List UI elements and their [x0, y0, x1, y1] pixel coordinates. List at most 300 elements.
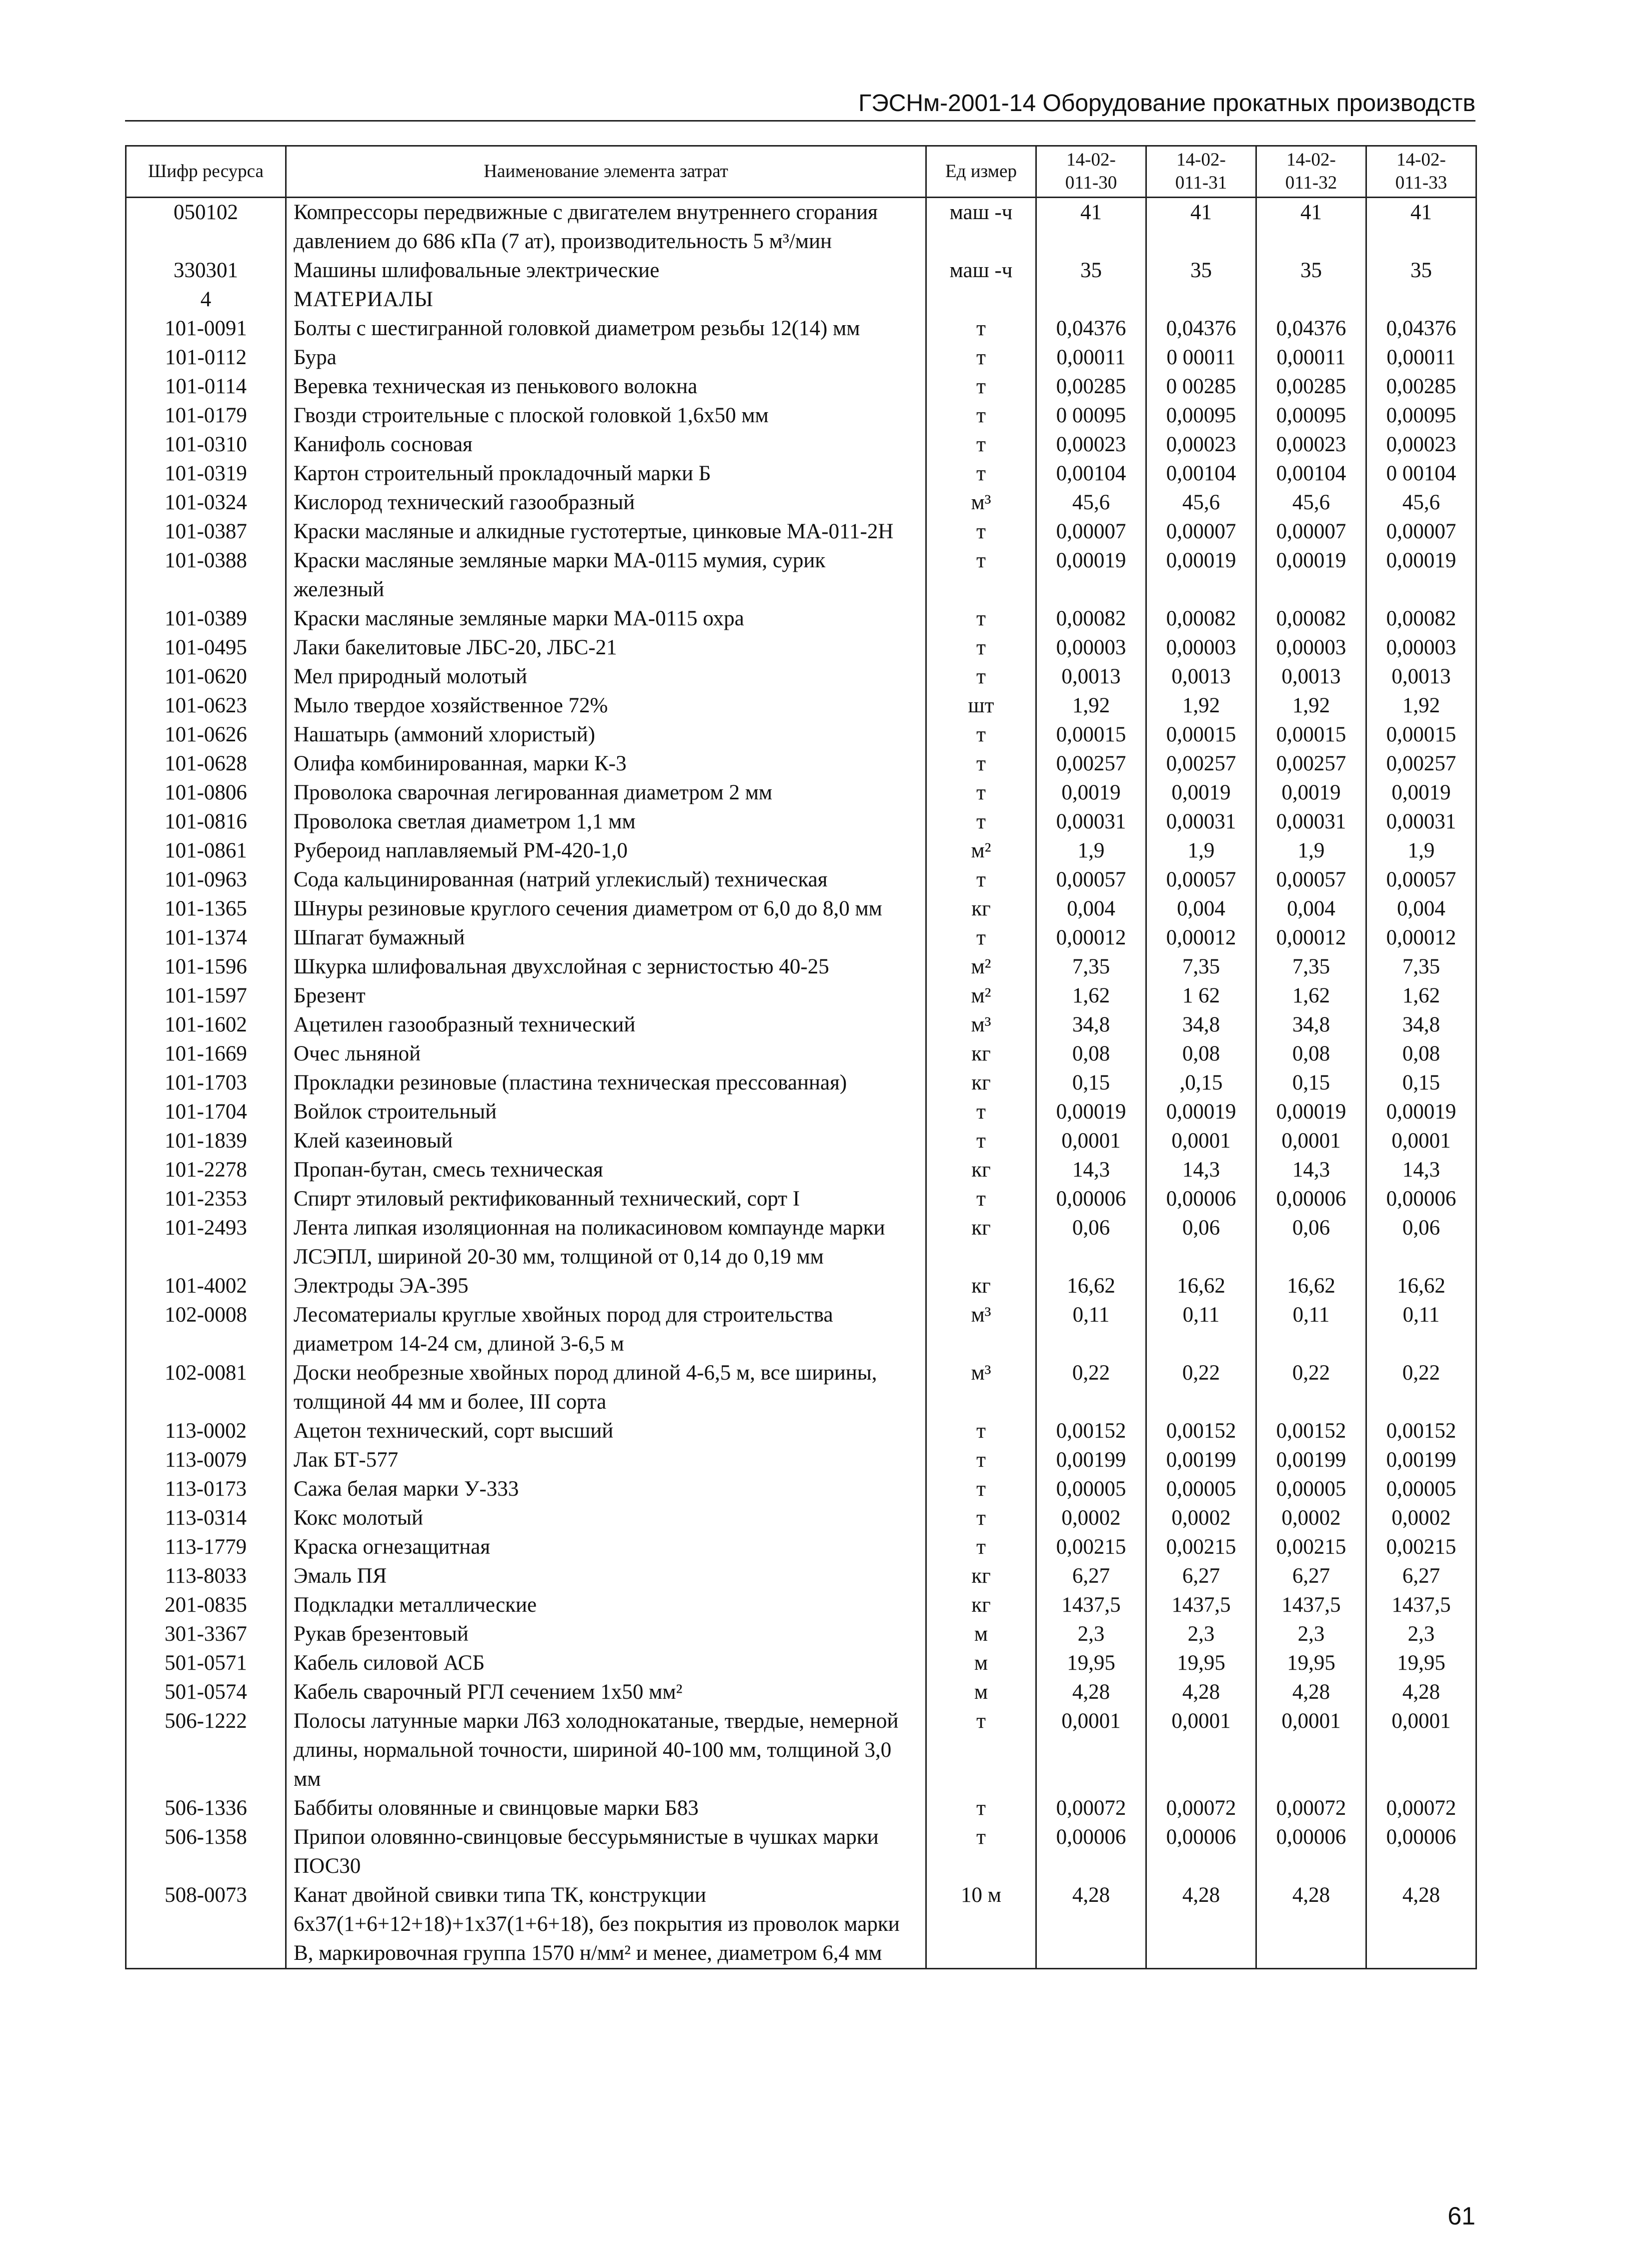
resource-unit: м³	[926, 1301, 1036, 1359]
resource-name: Подкладки металлические	[286, 1591, 926, 1620]
norm-value-col-3: 0,11	[1256, 1301, 1366, 1359]
table-row	[126, 1446, 1476, 1475]
resource-code: 101-4002	[126, 1272, 286, 1301]
resource-unit: т	[926, 343, 1036, 372]
resource-unit: т	[926, 662, 1036, 691]
resource-code: 101-1602	[126, 1010, 286, 1039]
resource-code: 101-0495	[126, 633, 286, 662]
norm-value-col-3: 0,00019	[1256, 1097, 1366, 1126]
resource-code: 113-1779	[126, 1533, 286, 1562]
resource-code: 506-1358	[126, 1823, 286, 1881]
norm-value-col-4: 0,0001	[1366, 1707, 1476, 1794]
norm-value-col-3: 0,06	[1256, 1214, 1366, 1272]
norm-value-col-1: 34,8	[1036, 1010, 1146, 1039]
resource-name: Рукав брезентовый	[286, 1620, 926, 1649]
resource-name: Шкурка шлифовальная двухслойная с зернистостью 40-25	[286, 952, 926, 981]
table-row	[126, 662, 1476, 691]
norm-value-col-3: 0,00006	[1256, 1823, 1366, 1881]
resource-name: Проволока сварочная легированная диаметром 2 мм	[286, 778, 926, 807]
resource-name: Очес льняной	[286, 1039, 926, 1068]
norm-value-col-4: 34,8	[1366, 1010, 1476, 1039]
table-row	[126, 1475, 1476, 1504]
norm-value-col-4: 0,00006	[1366, 1185, 1476, 1214]
table-row	[126, 923, 1476, 952]
resource-name: Канифоль сосновая	[286, 430, 926, 459]
table-row	[126, 604, 1476, 633]
resource-name: Рубероид наплавляемый РМ-420-1,0	[286, 836, 926, 865]
resource-name: Проволока светлая диаметром 1,1 мм	[286, 807, 926, 836]
resource-code: 506-1222	[126, 1707, 286, 1794]
table-row	[126, 314, 1476, 343]
resource-code: 101-1597	[126, 981, 286, 1010]
norm-value-col-2: 0 00011	[1146, 343, 1256, 372]
section-row	[126, 285, 1476, 314]
table-row	[126, 488, 1476, 517]
table-row	[126, 1126, 1476, 1156]
resource-code: 101-0091	[126, 314, 286, 343]
norm-value-col-4: 16,62	[1366, 1272, 1476, 1301]
table-row	[126, 372, 1476, 401]
norm-value-col-2: 1,92	[1146, 691, 1256, 720]
norm-value-col-4: 1,9	[1366, 836, 1476, 865]
norm-value-col-4: 41	[1366, 198, 1476, 257]
norm-value-col-3: 0,0019	[1256, 778, 1366, 807]
norm-value-col-1: 41	[1036, 198, 1146, 257]
header-code: Шифр ресурса	[126, 146, 286, 198]
resource-unit: т	[926, 1185, 1036, 1214]
table-row	[126, 1185, 1476, 1214]
norm-value-col-4: 0,00285	[1366, 372, 1476, 401]
resource-unit: т	[926, 778, 1036, 807]
resource-code: 330301	[126, 256, 286, 285]
norm-value-col-3: 0,00257	[1256, 749, 1366, 778]
norm-value-col-4: 0,00257	[1366, 749, 1476, 778]
norm-value-col-3: 14,3	[1256, 1156, 1366, 1185]
norm-value-col-3	[1256, 285, 1366, 314]
resource-code: 508-0073	[126, 1881, 286, 1969]
norm-value-col-4: 0,00057	[1366, 865, 1476, 894]
norm-value-col-4: 0,00095	[1366, 401, 1476, 430]
resource-unit: т	[926, 720, 1036, 749]
resource-name: Мел природный молотый	[286, 662, 926, 691]
norm-value-col-1: 0,00007	[1036, 517, 1146, 546]
norm-value-col-2: 14,3	[1146, 1156, 1256, 1185]
resource-unit: т	[926, 807, 1036, 836]
resource-unit: шт	[926, 691, 1036, 720]
norm-value-col-2: 0,004	[1146, 894, 1256, 923]
norm-value-col-2: 0,00006	[1146, 1823, 1256, 1881]
resource-unit: м	[926, 1620, 1036, 1649]
norm-value-col-4: 14,3	[1366, 1156, 1476, 1185]
resource-name: Лесоматериалы круглые хвойных пород для строительства диаметром 14-24 см, длиной 3-6,5 м	[286, 1301, 926, 1359]
norm-value-col-1: 16,62	[1036, 1272, 1146, 1301]
resource-code: 101-1365	[126, 894, 286, 923]
resource-code: 301-3367	[126, 1620, 286, 1649]
norm-value-col-1: 4,28	[1036, 1881, 1146, 1969]
norm-value-col-4: 0,00012	[1366, 923, 1476, 952]
header-col-1: 14-02- 011-30	[1036, 146, 1146, 198]
table-row	[126, 198, 1476, 257]
norm-value-col-3: 0,00031	[1256, 807, 1366, 836]
resource-name: Ацетилен газообразный технический	[286, 1010, 926, 1039]
norm-value-col-3: 0,00023	[1256, 430, 1366, 459]
table-row	[126, 1010, 1476, 1039]
resource-name: МАТЕРИАЛЫ	[286, 285, 926, 314]
table-row	[126, 1620, 1476, 1649]
resource-unit: м	[926, 1678, 1036, 1707]
norm-value-col-2: 0,04376	[1146, 314, 1256, 343]
resource-code: 101-0623	[126, 691, 286, 720]
norm-value-col-2: 0,00095	[1146, 401, 1256, 430]
norm-value-col-3: 41	[1256, 198, 1366, 257]
resource-name: Лента липкая изоляционная на поликасиновом компаунде марки ЛСЭПЛ, шириной 20-30 мм, толщиной от 0,14 до 0,19 мм	[286, 1214, 926, 1272]
table-row	[126, 1649, 1476, 1678]
norm-value-col-3: 0,00012	[1256, 923, 1366, 952]
norm-value-col-3: 0,00152	[1256, 1417, 1366, 1446]
norm-value-col-2: 0,00072	[1146, 1794, 1256, 1823]
table-row	[126, 1707, 1476, 1794]
norm-value-col-1: 14,3	[1036, 1156, 1146, 1185]
norm-value-col-3: 0,22	[1256, 1359, 1366, 1417]
table-row	[126, 546, 1476, 604]
resource-code: 113-0314	[126, 1504, 286, 1533]
resource-name: Компрессоры передвижные с двигателем внутреннего сгорания давлением до 686 кПа (7 ат), производительность 5 м³/мин	[286, 198, 926, 257]
table-row	[126, 459, 1476, 488]
norm-value-col-4: 0,0013	[1366, 662, 1476, 691]
resource-unit: т	[926, 749, 1036, 778]
norm-value-col-1: 0,00019	[1036, 1097, 1146, 1126]
resource-code: 101-2353	[126, 1185, 286, 1214]
resource-name: Припои оловянно-свинцовые бессурьмянистые в чушках марки ПОС30	[286, 1823, 926, 1881]
norm-value-col-3: 0,00082	[1256, 604, 1366, 633]
norm-value-col-1: 0,11	[1036, 1301, 1146, 1359]
norm-value-col-2: 41	[1146, 198, 1256, 257]
resource-code: 101-0620	[126, 662, 286, 691]
norm-value-col-1: 0,00285	[1036, 372, 1146, 401]
norm-value-col-4	[1366, 285, 1476, 314]
norm-value-col-1: 0,00082	[1036, 604, 1146, 633]
resource-name: Баббиты оловянные и свинцовые марки Б83	[286, 1794, 926, 1823]
resource-name: Гвозди строительные с плоской головкой 1,6х50 мм	[286, 401, 926, 430]
resource-unit: т	[926, 923, 1036, 952]
norm-value-col-3: 0,00005	[1256, 1475, 1366, 1504]
table-row	[126, 981, 1476, 1010]
norm-value-col-3: 0,08	[1256, 1039, 1366, 1068]
norm-value-col-2: 0,11	[1146, 1301, 1256, 1359]
table-row	[126, 865, 1476, 894]
resource-code: 102-0081	[126, 1359, 286, 1417]
table-row	[126, 807, 1476, 836]
table-row	[126, 778, 1476, 807]
norm-value-col-4: 0,00015	[1366, 720, 1476, 749]
norm-value-col-3: 0,00015	[1256, 720, 1366, 749]
resource-unit: кг	[926, 1039, 1036, 1068]
norm-value-col-2: 0,00057	[1146, 865, 1256, 894]
norm-value-col-4: 0 00104	[1366, 459, 1476, 488]
resource-unit: м³	[926, 488, 1036, 517]
norm-value-col-3: 0,00104	[1256, 459, 1366, 488]
resource-name: Сажа белая марки У-333	[286, 1475, 926, 1504]
resource-name: Электроды ЭА-395	[286, 1272, 926, 1301]
norm-value-col-4: 1,62	[1366, 981, 1476, 1010]
norm-value-col-3: 35	[1256, 256, 1366, 285]
resource-unit: кг	[926, 894, 1036, 923]
norm-value-col-2: 0,00215	[1146, 1533, 1256, 1562]
resource-name: Машины шлифовальные электрические	[286, 256, 926, 285]
norm-value-col-1: 0,00015	[1036, 720, 1146, 749]
norm-value-col-2: 0,22	[1146, 1359, 1256, 1417]
resource-name: Сода кальцинированная (натрий углекислый) техническая	[286, 865, 926, 894]
norm-value-col-4: 0,22	[1366, 1359, 1476, 1417]
table-row	[126, 401, 1476, 430]
resource-code: 113-0002	[126, 1417, 286, 1446]
resource-unit: т	[926, 865, 1036, 894]
norm-value-col-4: 0,0019	[1366, 778, 1476, 807]
table-row	[126, 1301, 1476, 1359]
norm-value-col-3: 1,92	[1256, 691, 1366, 720]
resource-name: Мыло твердое хозяйственное 72%	[286, 691, 926, 720]
norm-value-col-1: 0,15	[1036, 1068, 1146, 1097]
norm-value-col-2: 0,00019	[1146, 1097, 1256, 1126]
table-row	[126, 1417, 1476, 1446]
resource-code: 101-1596	[126, 952, 286, 981]
norm-value-col-4: 0,08	[1366, 1039, 1476, 1068]
resource-code: 113-0079	[126, 1446, 286, 1475]
norm-value-col-3: 1,62	[1256, 981, 1366, 1010]
norm-value-col-2: 0,00012	[1146, 923, 1256, 952]
resource-unit: т	[926, 1533, 1036, 1562]
table-row	[126, 836, 1476, 865]
norm-value-col-2: 0,00104	[1146, 459, 1256, 488]
norm-value-col-1: 0,00057	[1036, 865, 1146, 894]
norm-value-col-4: 45,6	[1366, 488, 1476, 517]
norm-value-col-1: 19,95	[1036, 1649, 1146, 1678]
header-col-4: 14-02- 011-33	[1366, 146, 1476, 198]
norm-value-col-2: 34,8	[1146, 1010, 1256, 1039]
norm-value-col-4: 0,00005	[1366, 1475, 1476, 1504]
resource-unit: кг	[926, 1156, 1036, 1185]
resource-name: Доски необрезные хвойных пород длиной 4-6,5 м, все ширины, толщиной 44 мм и более, III сорта	[286, 1359, 926, 1417]
resource-code: 101-1374	[126, 923, 286, 952]
resource-unit: кг	[926, 1591, 1036, 1620]
norm-value-col-1: 0,00011	[1036, 343, 1146, 372]
resource-name: Лак БТ-577	[286, 1446, 926, 1475]
resource-unit: т	[926, 430, 1036, 459]
norm-value-col-4: 0,00199	[1366, 1446, 1476, 1475]
table-row	[126, 1881, 1476, 1969]
norm-value-col-3: 0,00019	[1256, 546, 1366, 604]
norm-value-col-4: 0,00082	[1366, 604, 1476, 633]
resource-name: Болты с шестигранной головкой диаметром резьбы 12(14) мм	[286, 314, 926, 343]
table-row	[126, 1097, 1476, 1126]
norm-value-col-3: 0,00215	[1256, 1533, 1366, 1562]
norm-value-col-4: 2,3	[1366, 1620, 1476, 1649]
resource-code: 101-1703	[126, 1068, 286, 1097]
norm-value-col-3: 6,27	[1256, 1562, 1366, 1591]
norm-value-col-2: 0,00003	[1146, 633, 1256, 662]
norm-value-col-1: 7,35	[1036, 952, 1146, 981]
norm-value-col-1: 0,00199	[1036, 1446, 1146, 1475]
resource-name: Пропан-бутан, смесь техническая	[286, 1156, 926, 1185]
resource-unit: м	[926, 1649, 1036, 1678]
norm-value-col-4: 0,0002	[1366, 1504, 1476, 1533]
norm-value-col-3: 7,35	[1256, 952, 1366, 981]
norm-value-col-1: 0,00006	[1036, 1823, 1146, 1881]
norm-value-col-3: 0,00006	[1256, 1185, 1366, 1214]
resource-name: Веревка техническая из пенькового волокна	[286, 372, 926, 401]
resource-name: Кокс молотый	[286, 1504, 926, 1533]
resource-code: 101-0179	[126, 401, 286, 430]
resource-unit: т	[926, 1707, 1036, 1794]
norm-value-col-3: 0,004	[1256, 894, 1366, 923]
norm-value-col-4: 7,35	[1366, 952, 1476, 981]
norm-value-col-4: 0,00019	[1366, 546, 1476, 604]
resource-unit: т	[926, 1504, 1036, 1533]
norm-value-col-1: 6,27	[1036, 1562, 1146, 1591]
norm-value-col-1: 0,08	[1036, 1039, 1146, 1068]
resource-code: 101-0628	[126, 749, 286, 778]
norm-value-col-3: 0,0002	[1256, 1504, 1366, 1533]
norm-value-col-2: 45,6	[1146, 488, 1256, 517]
norm-value-col-3: 2,3	[1256, 1620, 1366, 1649]
norm-value-col-4: 0,00023	[1366, 430, 1476, 459]
norm-value-col-2: 0,00005	[1146, 1475, 1256, 1504]
norm-value-col-3: 1,9	[1256, 836, 1366, 865]
resource-unit: т	[926, 1823, 1036, 1881]
norm-value-col-2: 1 62	[1146, 981, 1256, 1010]
norm-value-col-1: 0,22	[1036, 1359, 1146, 1417]
norm-value-col-1: 0,0001	[1036, 1707, 1146, 1794]
table-row	[126, 1068, 1476, 1097]
resource-code: 101-0389	[126, 604, 286, 633]
resource-code: 101-0324	[126, 488, 286, 517]
table-row	[126, 517, 1476, 546]
resource-code: 101-0387	[126, 517, 286, 546]
norm-value-col-1: 0,00005	[1036, 1475, 1146, 1504]
norm-value-col-3: 0,00057	[1256, 865, 1366, 894]
resource-unit: кг	[926, 1562, 1036, 1591]
resource-unit: кг	[926, 1272, 1036, 1301]
norm-value-col-4: 0,00006	[1366, 1823, 1476, 1881]
table-row	[126, 1504, 1476, 1533]
norm-value-col-3: 0,0001	[1256, 1707, 1366, 1794]
resource-code: 101-2278	[126, 1156, 286, 1185]
norm-value-col-1: 0,00019	[1036, 546, 1146, 604]
resource-code: 201-0835	[126, 1591, 286, 1620]
resource-code: 101-0112	[126, 343, 286, 372]
norm-value-col-3: 34,8	[1256, 1010, 1366, 1039]
running-head: ГЭСНм-2001-14 Оборудование прокатных производств	[858, 90, 1475, 117]
norm-value-col-4: 0,0001	[1366, 1126, 1476, 1156]
resource-name: Краски масляные земляные марки МА-0115 мумия, сурик железный	[286, 546, 926, 604]
resource-code: 506-1336	[126, 1794, 286, 1823]
resource-unit: т	[926, 1097, 1036, 1126]
header-name: Наименование элемента затрат	[286, 146, 926, 198]
resource-unit: м²	[926, 952, 1036, 981]
resource-name: Полосы латунные марки Л63 холоднокатаные, твердые, немерной длины, нормальной точности, шириной 40-100 мм, толщиной 3,0 мм	[286, 1707, 926, 1794]
resource-unit: т	[926, 1475, 1036, 1504]
table-header-row	[126, 146, 1476, 198]
table-row	[126, 1156, 1476, 1185]
norm-value-col-2: 35	[1146, 256, 1256, 285]
norm-value-col-3: 0,00095	[1256, 401, 1366, 430]
norm-value-col-3: 0,0013	[1256, 662, 1366, 691]
norm-value-col-2: 0,00006	[1146, 1185, 1256, 1214]
norm-value-col-3: 0,00285	[1256, 372, 1366, 401]
table-body	[126, 198, 1476, 1969]
norm-value-col-2: 1437,5	[1146, 1591, 1256, 1620]
norm-value-col-4: 19,95	[1366, 1649, 1476, 1678]
norm-value-col-3: 0,04376	[1256, 314, 1366, 343]
norm-value-col-4: 0,15	[1366, 1068, 1476, 1097]
norm-value-col-2: 0,00031	[1146, 807, 1256, 836]
norm-value-col-4: 0,00072	[1366, 1794, 1476, 1823]
resource-name: Краски масляные и алкидные густотертые, цинковые МА-011-2Н	[286, 517, 926, 546]
norm-value-col-3: 1437,5	[1256, 1591, 1366, 1620]
resource-unit: м²	[926, 981, 1036, 1010]
resource-unit: т	[926, 517, 1036, 546]
header-col-2: 14-02- 011-31	[1146, 146, 1256, 198]
norm-value-col-1: 0,06	[1036, 1214, 1146, 1272]
norm-value-col-1: 0,00012	[1036, 923, 1146, 952]
norm-value-col-4: 0,00003	[1366, 633, 1476, 662]
resource-name: Бура	[286, 343, 926, 372]
norm-value-col-3: 0,00199	[1256, 1446, 1366, 1475]
norm-value-col-2: 7,35	[1146, 952, 1256, 981]
resource-name: Ацетон технический, сорт высший	[286, 1417, 926, 1446]
norm-value-col-1: 0 00095	[1036, 401, 1146, 430]
norm-value-col-4: 0,00152	[1366, 1417, 1476, 1446]
norm-value-col-2: 0,08	[1146, 1039, 1256, 1068]
norm-value-col-2: 0,06	[1146, 1214, 1256, 1272]
norm-value-col-4: 0,00011	[1366, 343, 1476, 372]
table-row	[126, 749, 1476, 778]
norm-value-col-2: 0,00152	[1146, 1417, 1256, 1446]
norm-value-col-2: 4,28	[1146, 1881, 1256, 1969]
resource-name: Брезент	[286, 981, 926, 1010]
norm-value-col-1: 0,00152	[1036, 1417, 1146, 1446]
resource-code: 113-8033	[126, 1562, 286, 1591]
table-row	[126, 720, 1476, 749]
resource-name: Шнуры резиновые круглого сечения диаметром от 6,0 до 8,0 мм	[286, 894, 926, 923]
norm-value-col-3: 0,00011	[1256, 343, 1366, 372]
norm-value-col-1: 0,00257	[1036, 749, 1146, 778]
norm-value-col-1: 0,00072	[1036, 1794, 1146, 1823]
norm-value-col-2: 2,3	[1146, 1620, 1256, 1649]
resource-code: 113-0173	[126, 1475, 286, 1504]
norm-value-col-2: 0,00007	[1146, 517, 1256, 546]
norm-value-col-3: 0,00007	[1256, 517, 1366, 546]
norm-value-col-2: 0,0001	[1146, 1126, 1256, 1156]
table-row	[126, 430, 1476, 459]
norm-value-col-2: 0,00082	[1146, 604, 1256, 633]
norm-value-col-4: 0,00007	[1366, 517, 1476, 546]
norm-value-col-3: 0,00003	[1256, 633, 1366, 662]
resource-table	[125, 145, 1477, 1969]
resource-unit: т	[926, 372, 1036, 401]
resource-code: 101-1839	[126, 1126, 286, 1156]
resource-code: 101-0963	[126, 865, 286, 894]
norm-value-col-1: 4,28	[1036, 1678, 1146, 1707]
norm-value-col-2: 0,00023	[1146, 430, 1256, 459]
norm-value-col-4: 6,27	[1366, 1562, 1476, 1591]
resource-unit: т	[926, 401, 1036, 430]
norm-value-col-3: 0,00072	[1256, 1794, 1366, 1823]
resource-name: Клей казеиновый	[286, 1126, 926, 1156]
header-col-3: 14-02- 011-32	[1256, 146, 1366, 198]
resource-unit: маш -ч	[926, 256, 1036, 285]
resource-code: 501-0571	[126, 1649, 286, 1678]
